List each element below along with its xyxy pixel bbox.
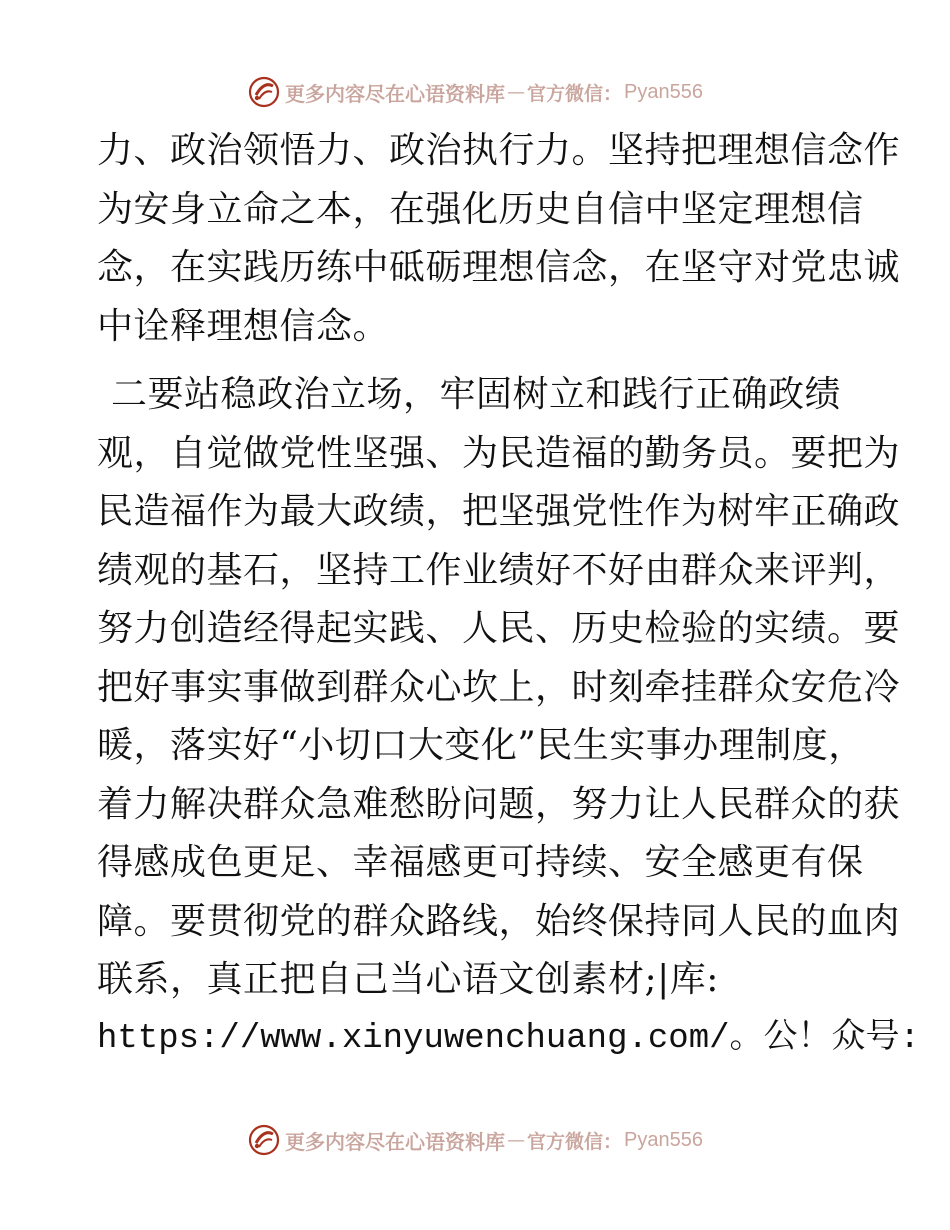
banner-separator: —	[507, 1129, 525, 1151]
banner-main-text: 更多内容尽在心语资料库	[285, 1129, 505, 1154]
text-line: 得感成色更足、幸福感更可持续、安全感更有保	[97, 842, 864, 883]
text-line: 念，在实践历练中砥砺理想信念，在坚守对党忠诚	[97, 247, 901, 288]
banner-wechat-id: Pyan556	[624, 80, 703, 103]
text-line: 为安身立命之本，在强化历史自信中坚定理想信	[97, 188, 864, 230]
text-line: 中诠释理想信念。	[97, 305, 390, 347]
banner-separator: —	[507, 81, 525, 103]
banner-wechat-id: Pyan556	[624, 1128, 703, 1151]
library-logo-icon	[247, 1123, 281, 1157]
banner-main-text: 更多内容尽在心语资料库	[285, 81, 505, 106]
text-line: 把好事实事做到群众心坎上，时刻牵挂群众安危冷	[97, 666, 901, 708]
text-line: 二要站稳政治立场，牢固树立和践行正确政绩	[111, 374, 842, 415]
text-line: 力、政治领悟力、政治执行力。坚持把理想信念作	[97, 130, 901, 171]
text-line: 民造福作为最大政绩，把坚强党性作为树牢正确政	[97, 491, 901, 532]
footer-banner	[0, 1120, 950, 1160]
text-line-url: https://www.xinyuwenchuang.com/。公！众号:	[97, 1019, 920, 1058]
banner-wechat-label: 官方微信：	[527, 1130, 623, 1153]
text-line: 暖，落实好“小切口大变化”民生实事办理制度，	[97, 725, 865, 766]
document-body	[97, 122, 920, 1068]
text-line: 联系，真正把自己当心语文创素材;|库:	[97, 959, 719, 1000]
banner-wechat-label: 官方微信：	[527, 82, 623, 105]
text-line: 绩观的基石，坚持工作业绩好不好由群众来评判，	[97, 549, 901, 591]
library-logo-icon	[247, 75, 281, 109]
text-line: 障。要贯彻党的群众路线，始终保持同人民的血肉	[97, 900, 901, 942]
header-banner	[0, 72, 950, 112]
text-line: 观，自觉做党性坚强、为民造福的勤务员。要把为	[97, 432, 901, 474]
text-line: 努力创造经得起实践、人民、历史检验的实绩。要	[97, 608, 901, 649]
text-line: 着力解决群众急难愁盼问题，努力让人民群众的获	[97, 783, 901, 825]
paragraph-gap	[97, 356, 857, 366]
